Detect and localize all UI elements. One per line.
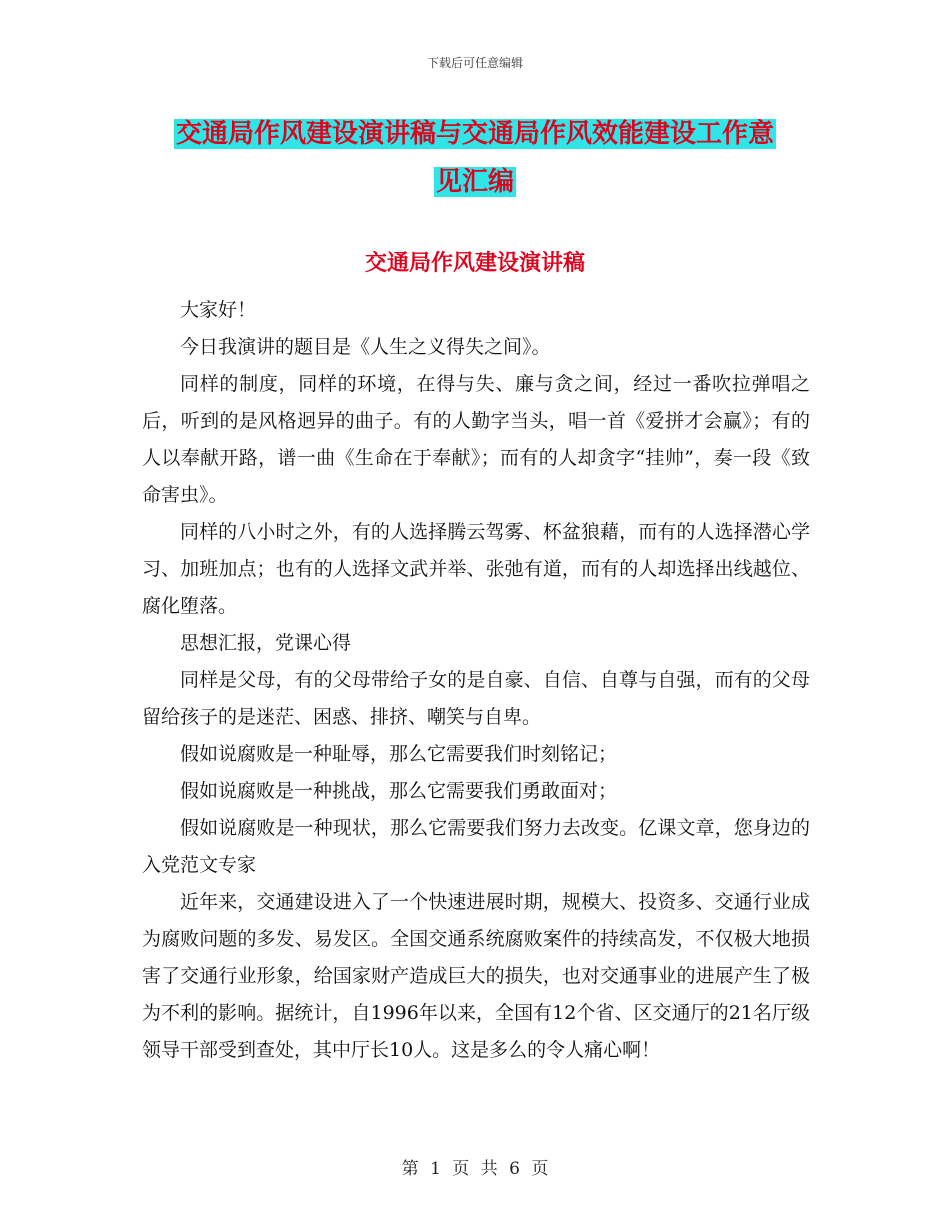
paragraph: 假如说腐败是一种耻辱，那么它需要我们时刻铭记；: [180, 743, 618, 765]
paragraph: 今日我演讲的题目是《人生之义得失之间》。: [180, 336, 551, 358]
paragraph: 大家好！: [180, 299, 257, 321]
paragraph: 同样的制度，同样的环境，在得与失、廉与贪之间，经过一番吹拉弹唱之后，听到的是风格迥异的曲子。有的人勤字当头，唱一首《爱拼才会赢》；有的人以奉献开路，谱一曲《生命在于奉献》；而有的人却贪字“挂帅”，奏一段《致命害虫》。: [142, 373, 810, 506]
section-title: 交通局作风建设演讲稿: [364, 251, 585, 276]
document-title: [142, 110, 808, 206]
header-note: 下载后可任意编辑: [426, 56, 523, 70]
page-footer: 第 1 页 共 6 页: [401, 1159, 549, 1179]
document-title-line-2: 见汇编: [435, 167, 514, 197]
paragraph: 假如说腐败是一种现状，那么它需要我们努力去改变。亿课文章，您身边的入党范文专家: [142, 817, 810, 876]
document-title-line-1: 交通局作风建设演讲稿与交通局作风效能建设工作意: [175, 119, 774, 149]
paragraph: 同样的八小时之外，有的人选择腾云驾雾、杯盆狼藉，而有的人选择潜心学习、加班加点；也有的人选择文武并举、张弛有道，而有的人却选择出线越位、腐化堕落。: [142, 521, 810, 617]
body-text: [142, 292, 810, 1069]
paragraph: 近年来，交通建设进入了一个快速进展时期，规模大、投资多、交通行业成为腐败问题的多发、易发区。全国交通系统腐败案件的持续高发，不仅极大地损害了交通行业形象，给国家财产造成巨大的损失，也对交通事业的进展产生了极为不利的影响。据统计，自1996年以来，全国有12个省、区交通厅的21名厅级领导干部受到查处，其中厅长10人。这是多么的令人痛心啊！: [142, 891, 810, 1061]
paragraph: 假如说腐败是一种挑战，那么它需要我们勇敢面对；: [180, 780, 618, 802]
paragraph: 思想汇报，党课心得: [180, 632, 352, 654]
paragraph: 同样是父母，有的父母带给子女的是自豪、自信、自尊与自强，而有的父母留给孩子的是迷茫、困惑、排挤、嘲笑与自卑。: [142, 669, 810, 728]
